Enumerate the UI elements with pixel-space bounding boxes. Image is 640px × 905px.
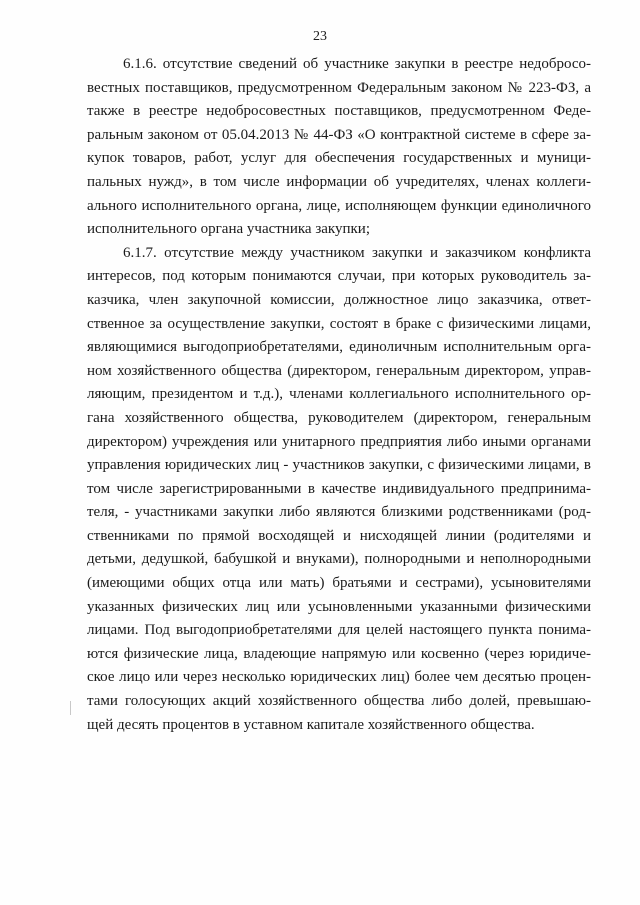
text-line: также в реестре недобросовестных поставщиков, предусмотренном Феде- xyxy=(87,103,591,120)
text-line: ственное за осуществление закупки, состоят в браке с физическими лицами, xyxy=(87,315,591,332)
page-number: 23 xyxy=(313,29,327,44)
text-line: том числе зарегистрированными в качестве индивидуального предпринима- xyxy=(87,480,591,497)
text-line: пальных нужд», в том числе информации об учредителях, членах коллеги- xyxy=(87,173,591,190)
text-line: щей десять процентов в уставном капитале хозяйственного общества. xyxy=(87,716,535,733)
text-line: теля, - участниками закупки либо являются близкими родственниками (род- xyxy=(87,504,591,521)
document-body xyxy=(87,53,591,737)
text-line: тами голосующих акций хозяйственного общества либо долей, превышаю- xyxy=(87,693,591,710)
text-line: ляющим, президентом и т.д.), членами коллегиального исполнительного ор- xyxy=(87,386,591,403)
text-line: 6.1.7. отсутствие между участником закупки и заказчиком конфликта xyxy=(123,244,591,261)
text-line: управления юридических лиц - участников закупки, с физическими лицами, в xyxy=(87,457,591,474)
text-line: лицами. Под выгодоприобретателями для целей настоящего пункта понима- xyxy=(87,622,591,639)
text-line: интересов, под которым понимаются случаи, при которых руководитель за- xyxy=(87,268,591,285)
text-line: 6.1.6. отсутствие сведений об участнике закупки в реестре недобросо- xyxy=(123,56,591,72)
text-line: являющимися выгодоприобретателями, единоличным исполнительным орга- xyxy=(87,339,591,356)
paragraph-6-1-6 xyxy=(87,53,591,242)
text-line: вестных поставщиков, предусмотренном Федеральным законом № 223-ФЗ, а xyxy=(87,79,591,96)
text-line: директором) учреждения или унитарного предприятия либо иными органами xyxy=(87,433,591,450)
scan-margin-mark xyxy=(70,701,71,715)
text-line: исполнительного органа участника закупки; xyxy=(87,221,371,238)
text-line: ское лицо или через несколько юридических лиц) более чем десятью процен- xyxy=(87,669,591,686)
paragraph-6-1-7 xyxy=(87,242,591,737)
text-line: ном хозяйственного общества (директором, генеральным директором, управ- xyxy=(87,362,591,379)
text-line: указанных физических лиц или усыновленными указанными физическими xyxy=(87,598,591,615)
text-line: (имеющими общих отца или мать) братьями и сестрами), усыновителями xyxy=(87,575,591,592)
text-line: ются физические лица, владеющие напрямую или косвенно (через юридиче- xyxy=(87,645,591,662)
text-line: ральным законом от 05.04.2013 № 44-ФЗ «О контрактной системе в сфере за- xyxy=(87,126,591,143)
text-line: купок товаров, работ, услуг для обеспечения государственных и муници- xyxy=(87,150,591,167)
text-line: детьми, дедушкой, бабушкой и внуками), полнородными и неполнородными xyxy=(87,551,591,568)
text-line: гана хозяйственного общества, руководителем (директором, генеральным xyxy=(87,409,591,426)
text-line: ственниками по прямой восходящей и нисходящей линии (родителями и xyxy=(87,527,591,544)
text-line: казчика, член закупочной комиссии, должностное лицо заказчика, ответ- xyxy=(87,291,591,308)
text-line: ального исполнительного органа, лице, исполняющем функции единоличного xyxy=(87,197,591,214)
